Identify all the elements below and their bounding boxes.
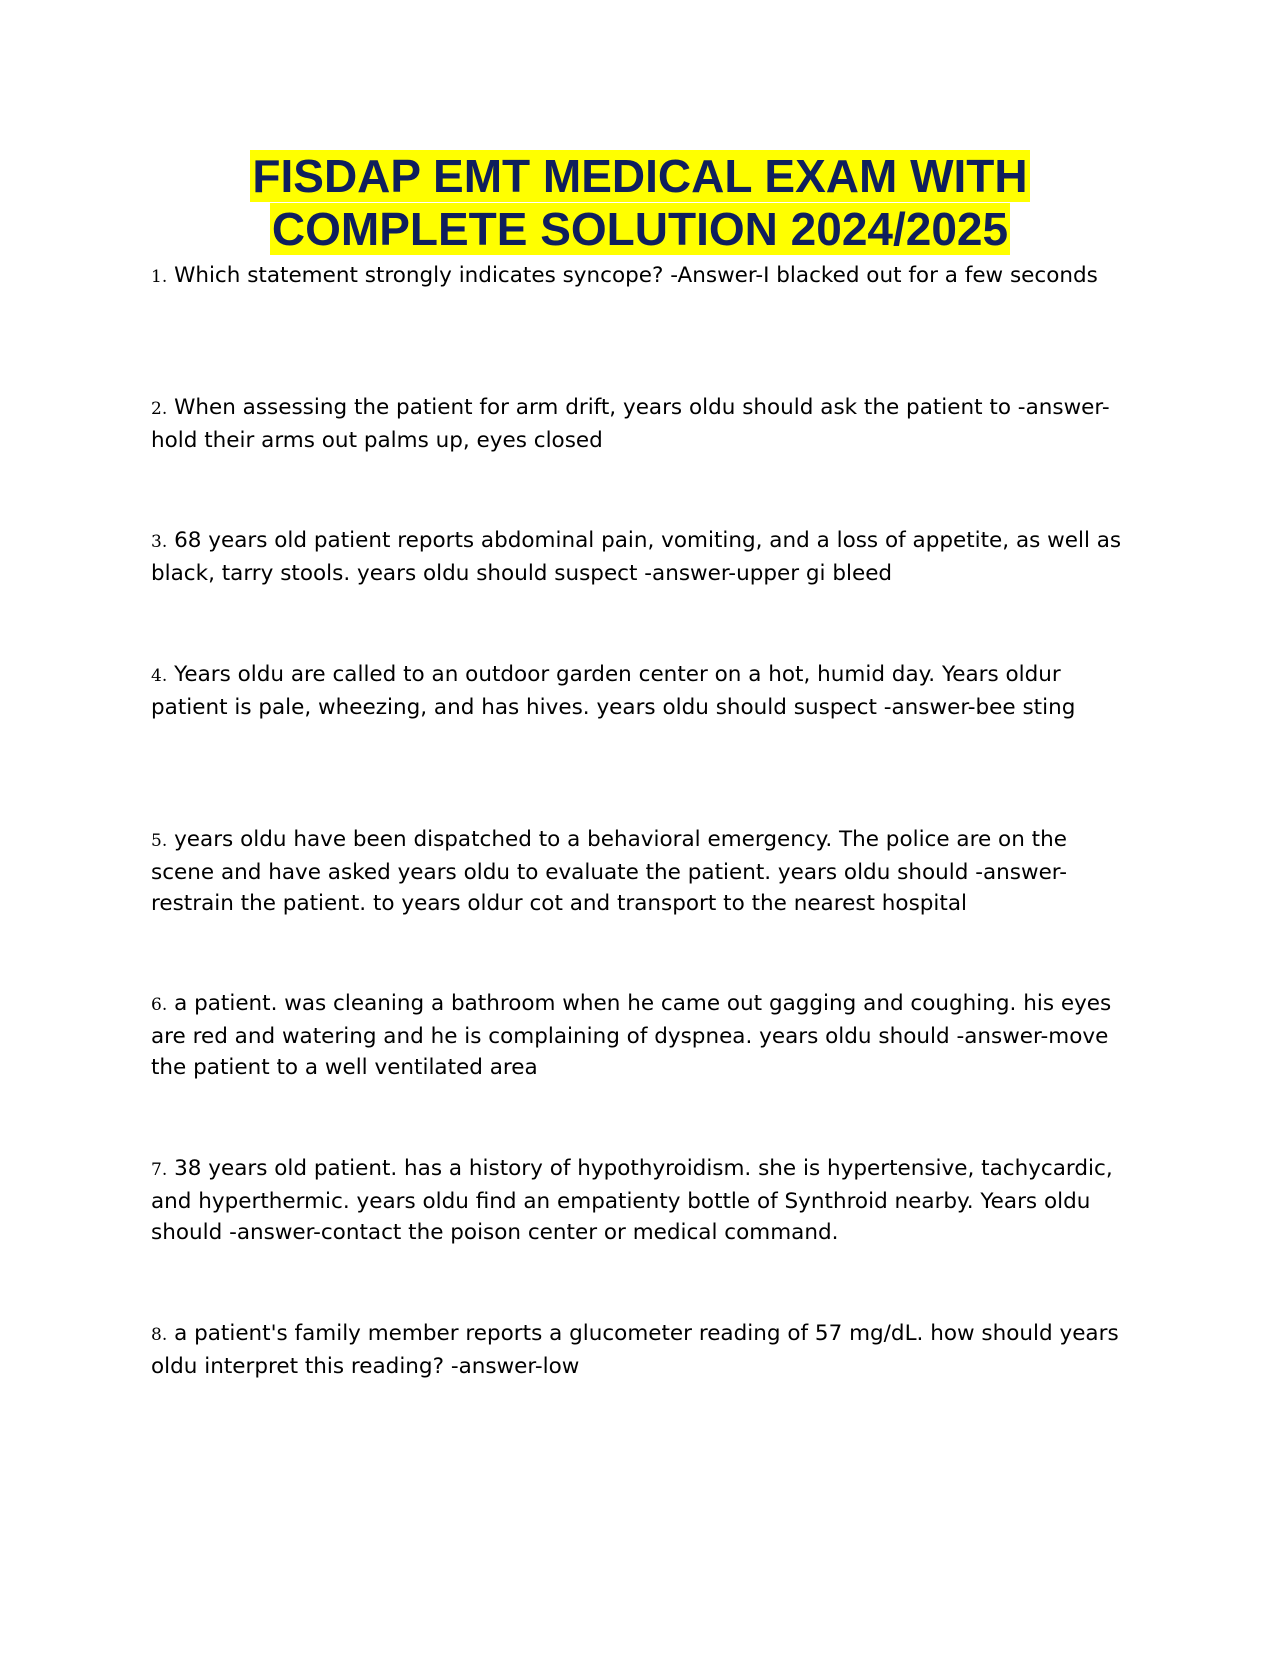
question-text: Which statement strongly indicates syncope? -Answer-I blacked out for a few seconds — [174, 263, 1098, 288]
question-text: years oldu have been dispatched to a behavioral emergency. The police are on the scene and have asked years oldu to evaluate the patient. years oldu should -answer-restrain the patient. to years oldur cot and transport to the nearest hospital — [151, 827, 1068, 916]
title-line-2: COMPLETE SOLUTION 2024/2025 — [271, 203, 1009, 255]
question-text: a patient. was cleaning a bathroom when he came out gagging and coughing. his eyes are red and watering and he is complaining of dyspnea. years oldu should -answer-move the patient to a well ventilated area — [151, 991, 1112, 1080]
question-text: 68 years old patient reports abdominal pain, vomiting, and a loss of appetite, as well as black, tarry stools. years oldu should suspect -answer-upper gi bleed — [151, 528, 1122, 586]
question-item-2 — [151, 392, 1126, 456]
question-number: 7. — [151, 1160, 168, 1180]
question-text: a patient's family member reports a glucometer reading of 57 mg/dL. how should years oldu interpret this reading? -answer-low — [151, 1321, 1119, 1379]
page-title — [150, 150, 1130, 256]
question-item-1 — [151, 262, 1149, 291]
question-number: 1. — [151, 267, 168, 287]
question-number: 5. — [151, 831, 168, 851]
question-text: Years oldu are called to an outdoor garden center on a hot, humid day. Years oldur patient is pale, wheezing, and has hives. years oldu should suspect -answer-bee sting — [151, 662, 1076, 720]
question-text: 38 years old patient. has a history of hypothyroidism. she is hypertensive, tachycardic, and hyperthermic. years oldu find an empatienty bottle of Synthroid nearby. Years oldu should -answer-contact the poison center or medical command. — [151, 1156, 1113, 1245]
question-number: 3. — [151, 532, 168, 552]
question-number: 8. — [151, 1325, 168, 1345]
question-item-3 — [151, 525, 1126, 589]
question-item-5 — [151, 824, 1126, 919]
question-item-6 — [151, 988, 1126, 1083]
question-item-4 — [151, 659, 1126, 723]
question-number: 2. — [151, 399, 168, 419]
question-text: When assessing the patient for arm drift, years oldu should ask the patient to -answer-hold their arms out palms up, eyes closed — [151, 395, 1110, 453]
question-number: 6. — [151, 995, 168, 1015]
question-item-7 — [151, 1153, 1126, 1248]
question-item-8 — [151, 1318, 1126, 1382]
title-line-1: FISDAP EMT MEDICAL EXAM WITH — [252, 150, 1028, 202]
question-number: 4. — [151, 666, 168, 686]
